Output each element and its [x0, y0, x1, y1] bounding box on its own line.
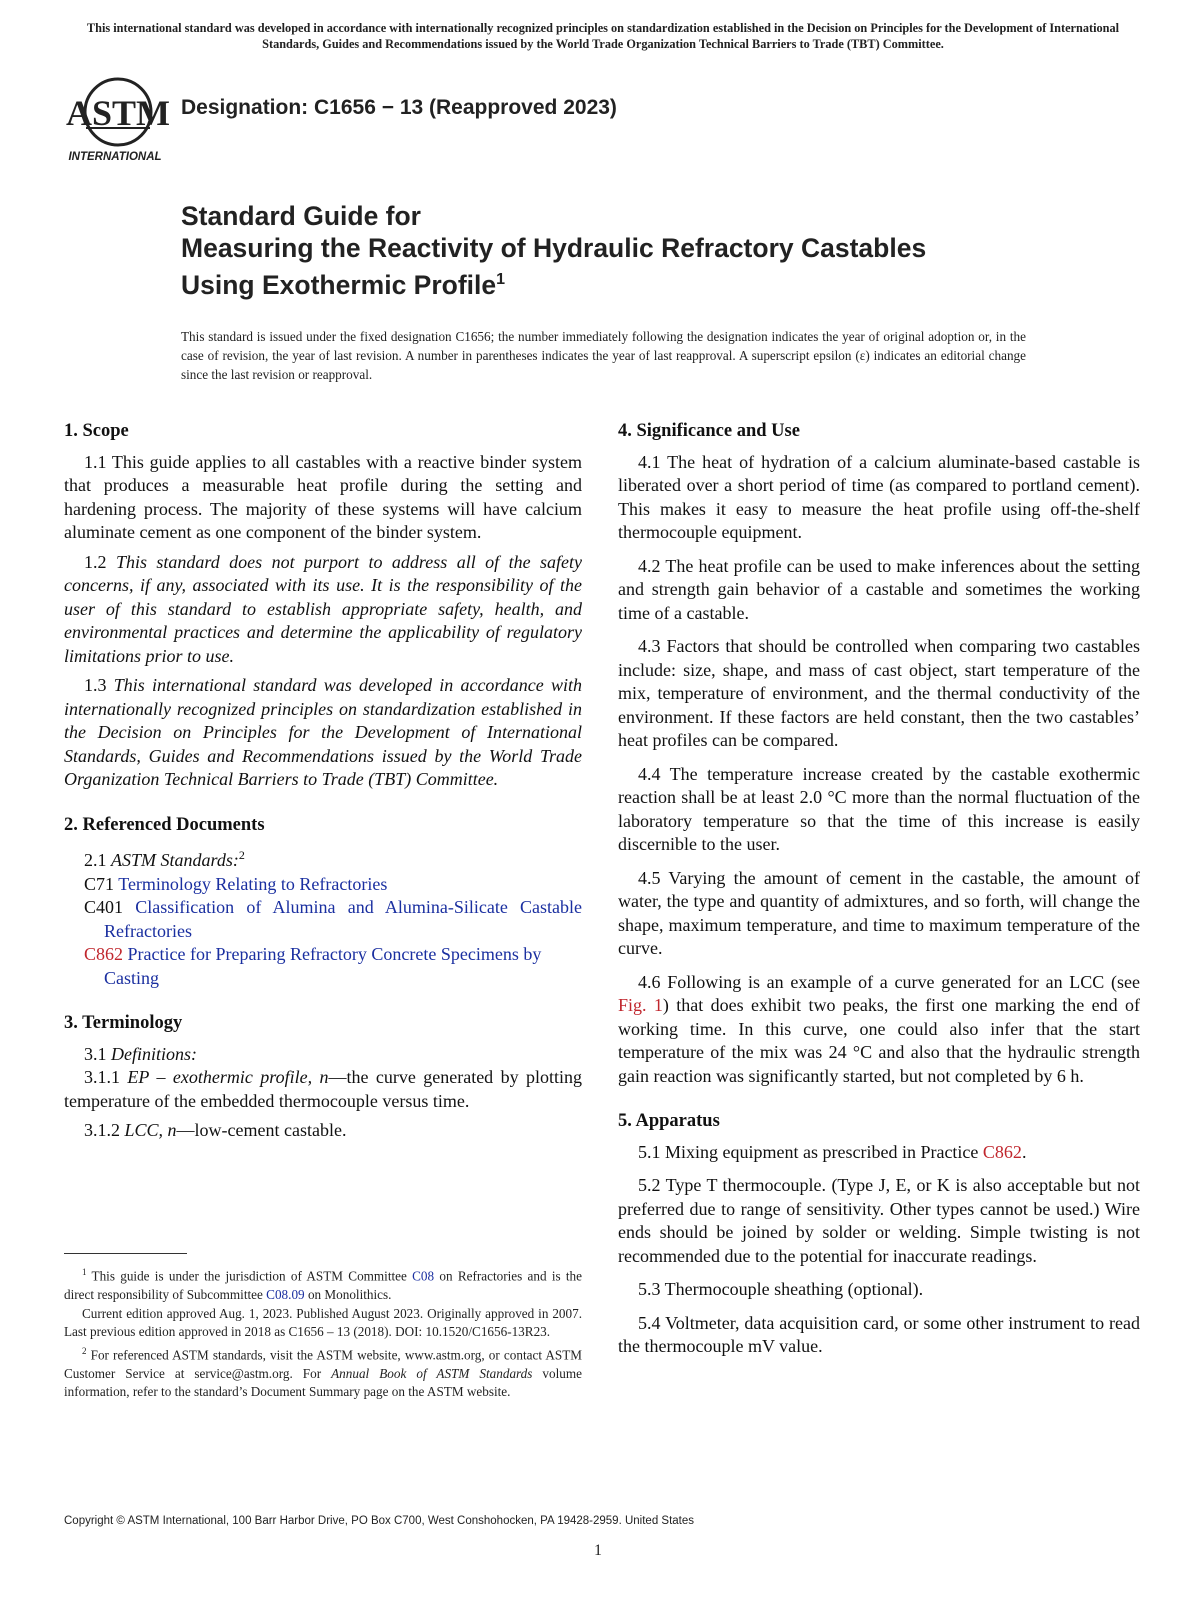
left-column	[64, 420, 582, 1149]
footnote-2-annual-book: Annual Book of ASTM Standards	[331, 1365, 533, 1381]
term-ep: EP – exothermic profile, n	[127, 1067, 329, 1087]
reference-code[interactable]: C862	[84, 944, 124, 964]
top-notice: This international standard was developed in accordance with internationally recognized principles on standardization established in the Decision on Principles for the Development of International Standards, Guides and Recommendations issued by the World Trade Organization Technical Barriers to Trade (TBT) Committee.	[86, 21, 1120, 51]
reference-item[interactable]	[84, 896, 582, 943]
copyright-line: Copyright © ASTM International, 100 Barr Harbor Drive, PO Box C700, West Conshohocken, PA 19428-2959. United States	[64, 1515, 695, 1527]
footnote-divider	[64, 1253, 187, 1254]
document-title	[181, 200, 1081, 301]
footnote-1	[64, 1263, 582, 1305]
page-number: 1	[594, 1542, 602, 1559]
paragraph-3-1-2-num: 3.1.2	[84, 1120, 125, 1140]
paragraph-4-4: 4.4 The temperature increase created by the castable exothermic reaction shall be at least 2.0 °C more than the normal fluctuation of the laboratory temperature so that the time of this increase is easily discernible to the user.	[618, 763, 1140, 854]
right-column	[618, 420, 1140, 1369]
reference-link[interactable]: Classification of Alumina and Alumina-Silicate Castable Refractories	[104, 897, 583, 941]
paragraph-3-1-1-num: 3.1.1	[84, 1067, 128, 1087]
paragraph-1-1: 1.1 This guide applies to all castables with a reactive binder system that produces a measurable heat profile during the setting and hardening process. The majority of these systems will have calcium aluminate cement as one component of the binder system.	[64, 451, 582, 542]
paragraph-2-1-num: 2.1	[84, 850, 111, 870]
section-heading-scope: 1. Scope	[64, 421, 129, 441]
paragraph-1-2	[64, 551, 582, 669]
paragraph-4-6-a: 4.6 Following is an example of a curve generated for an LCC (see	[638, 971, 1140, 992]
paragraph-1-3-text: This international standard was developed in accordance with internationally recognized principles on standardization established in the Decision on Principles for the Development of International Standards, Guides and Recommendations issued by the World Trade Organization Technical Barriers to Trade (TBT) Committee.	[64, 675, 582, 789]
paragraph-5-1-b: .	[1021, 1141, 1027, 1162]
section-heading-significance: 4. Significance and Use	[618, 421, 800, 441]
footnote-1-edition: Current edition approved Aug. 1, 2023. Published August 2023. Originally approved in 2007. Last previous edition approved in 2018 as C1656 – 13 (2018). DOI: 10.1520/C1656-13R23.	[64, 1305, 582, 1340]
title-line-2: Measuring the Reactivity of Hydraulic Refractory Castables	[181, 233, 927, 263]
footnote-1-mark: 1	[82, 1267, 87, 1277]
logo-text: ASTM	[65, 93, 171, 133]
section-heading-referenced-documents: 2. Referenced Documents	[64, 814, 265, 835]
paragraph-5-2: 5.2 Type T thermocouple. (Type J, E, or K is also acceptable but not preferred due to range of sensitivity. Other types cannot be used.) Wire ends should be joined by solder or welding. Simple twisting is not recommended due to the potential for inaccurate readings.	[618, 1175, 1140, 1266]
reference-link[interactable]: Terminology Relating to Refractories	[118, 873, 388, 894]
paragraph-2-1-text: ASTM Standards:	[111, 850, 239, 870]
paragraph-1-3-num: 1.3	[84, 675, 114, 695]
paragraph-2-1-sup: 2	[238, 848, 245, 862]
logo-subtext: INTERNATIONAL	[68, 151, 162, 163]
paragraph-1-3	[64, 674, 582, 792]
term-ep-definition: —the curve generated by plotting temperature of the embedded thermocouple versus time.	[64, 1067, 582, 1111]
title-line-3-text: Using Exothermic Profile	[181, 269, 497, 300]
footnote-2-text-a: For referenced ASTM standards, visit the ASTM website, www.astm.org, or contact ASTM Customer Service at service@astm.org. For	[64, 1347, 583, 1381]
term-lcc: LCC, n	[124, 1120, 177, 1140]
section-heading-terminology: 3. Terminology	[64, 1013, 183, 1033]
title-footnote-mark: 1	[496, 271, 506, 288]
c862-link[interactable]: C862	[982, 1141, 1022, 1162]
paragraph-4-5: 4.5 Varying the amount of cement in the castable, the amount of water, the type and quantity of admixtures, and so forth, will change the shape, maximum temperature, and time to maximum temperature of the curve.	[618, 867, 1140, 958]
paragraph-4-1: 4.1 The heat of hydration of a calcium aluminate-based castable is liberated over a short period of time (as compared to portland cement). This makes it easy to measure the heat profile using off-the-shelf thermocouple equipment.	[618, 451, 1140, 542]
paragraph-4-2: 4.2 The heat profile can be used to make inferences about the setting and strength gain behavior of a castable and sometimes the working time of a castable.	[618, 555, 1140, 623]
reference-code: C401	[84, 897, 124, 917]
footnote-2-text-b: volume information, refer to the standard’s Document Summary page on the ASTM website.	[64, 1365, 582, 1400]
c08-link[interactable]: C08	[412, 1268, 435, 1284]
paragraph-5-4: 5.4 Voltmeter, data acquisition card, or some other instrument to read the thermocouple mV value.	[618, 1312, 1140, 1356]
paragraph-3-1-2	[64, 1119, 582, 1143]
footnote-1-text-c: on Monolithics.	[304, 1286, 392, 1302]
paragraph-4-6-b: ) that does exhibit two peaks, the first one marking the end of working time. In this curve, one could also infer that the start temperature of the mix was 24 °C and also that the hydraulic strength gain reaction was significantly started, but not completed by 6 h.	[618, 995, 1140, 1086]
footnote-1-text-a: This guide is under the jurisdiction of ASTM Committee	[91, 1268, 413, 1284]
paragraph-5-1-a: 5.1 Mixing equipment as prescribed in Practice	[638, 1141, 983, 1162]
paragraph-3-1-text: Definitions:	[111, 1043, 197, 1064]
paragraph-1-2-num: 1.2	[84, 551, 116, 572]
figure-1-link[interactable]: Fig. 1	[618, 995, 663, 1015]
paragraph-4-6	[618, 971, 1140, 1089]
paragraph-5-1	[618, 1141, 1140, 1165]
footnote-2-mark: 2	[82, 1345, 87, 1356]
paragraph-3-1-1	[64, 1066, 582, 1113]
section-heading-apparatus: 5. Apparatus	[618, 1111, 720, 1131]
designation: Designation: C1656 − 13 (Reapproved 2023)	[181, 96, 617, 119]
c08-09-link[interactable]: C08.09	[266, 1286, 305, 1302]
reference-item[interactable]	[84, 943, 582, 990]
paragraph-3-1	[64, 1043, 582, 1067]
issue-note: This standard is issued under the fixed designation C1656; the number immediately following the designation indicates the year of original adoption or, in the case of revision, the year of last revision. A number in parentheses indicates the year of last reapproval. A superscript epsilon (ε) indicates an editorial change since the last revision or reapproval.	[181, 329, 1026, 382]
reference-item[interactable]	[84, 873, 582, 897]
footnotes	[64, 1263, 582, 1402]
paragraph-3-1-num: 3.1	[84, 1043, 111, 1064]
paragraph-1-2-text: This standard does not purport to address all of the safety concerns, if any, associated with its use. It is the responsibility of the user of this standard to establish appropriate safety, health, and environmental practices and determine the applicability of regulatory limitations prior to use.	[64, 551, 582, 666]
title-line-3	[181, 264, 1081, 301]
paragraph-4-3: 4.3 Factors that should be controlled when comparing two castables include: size, shape, and mass of cast object, start temperature of the mix, temperature of environment, and the thermal conductivity of the environment. If these factors are held constant, then the two castables’ heat profiles can be compared.	[618, 636, 1140, 750]
paragraph-2-1	[64, 844, 582, 873]
astm-logo-icon	[64, 72, 174, 168]
reference-link[interactable]: Practice for Preparing Refractory Concrete Specimens by Casting	[104, 944, 542, 988]
reference-code: C71	[84, 873, 115, 894]
reference-list	[64, 873, 582, 991]
footnote-1-text-b: on Refractories and is the direct responsibility of Subcommittee	[64, 1268, 583, 1302]
footnote-2	[64, 1342, 582, 1402]
paragraph-5-3: 5.3 Thermocouple sheathing (optional).	[638, 1279, 924, 1299]
term-lcc-definition: —low-cement castable.	[176, 1120, 347, 1140]
title-line-1: Standard Guide for	[181, 201, 421, 231]
